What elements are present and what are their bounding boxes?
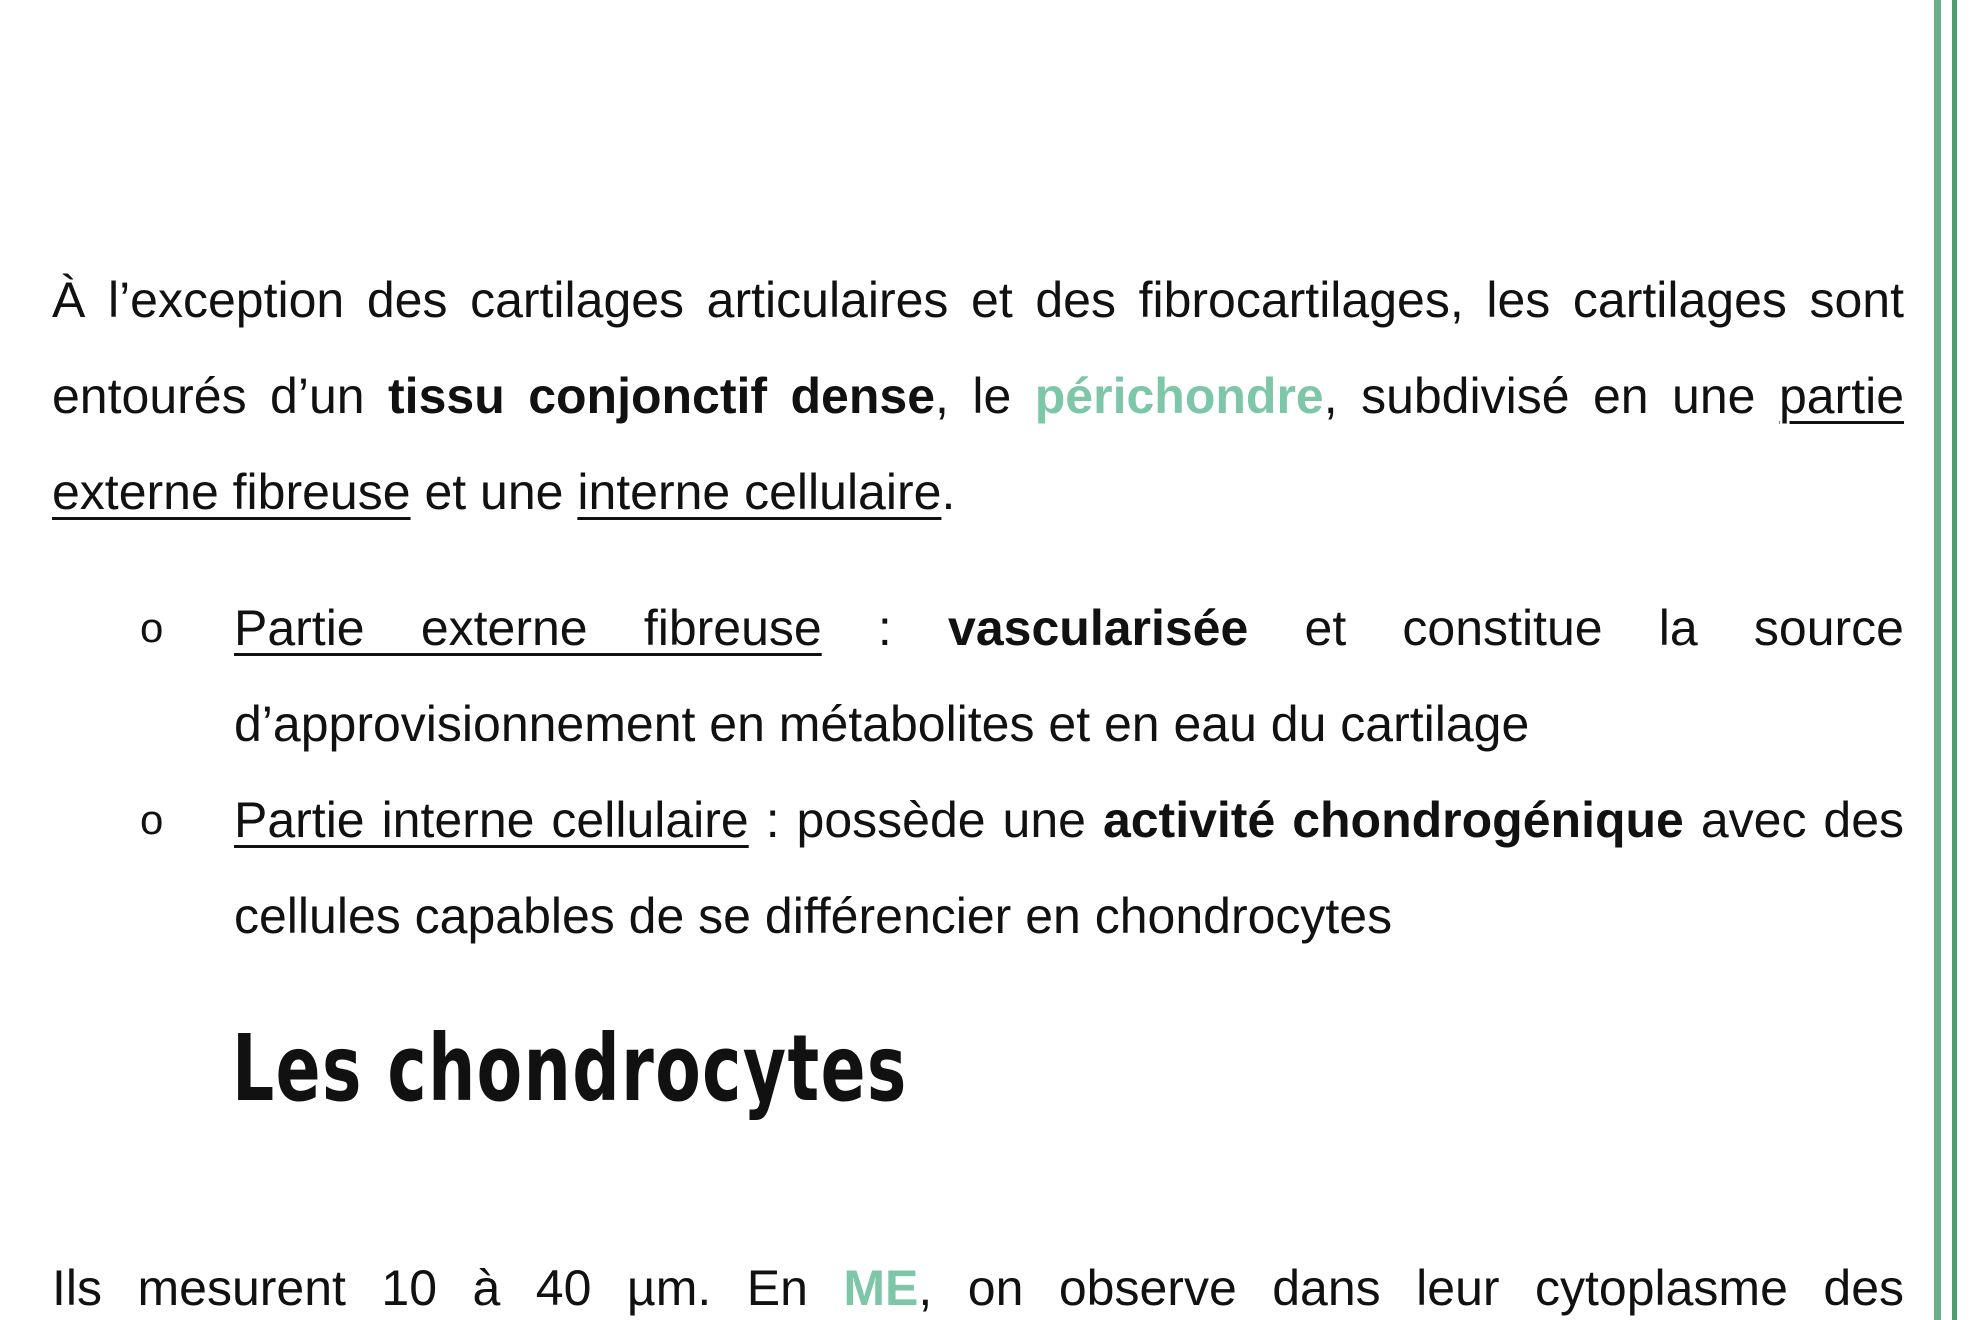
bold-term: vascularisée: [948, 600, 1249, 656]
page-border-line: [1934, 0, 1941, 1320]
text-run: .: [941, 464, 956, 520]
bold-term: activité chondrogénique: [1102, 792, 1684, 848]
highlight-perichondre: périchondre: [1034, 368, 1324, 424]
text-run: À l’exception des cartilages articulaires et des fibrocartilages, les cartilages sont entourés d’un: [52, 272, 1904, 424]
text-run: , le: [935, 368, 1035, 424]
text-run: : possède une: [748, 792, 1103, 848]
section-heading: Les chondrocytes: [232, 1015, 908, 1122]
underlined-interne-cellulaire: interne cellulaire: [577, 464, 942, 520]
paragraph-chondrocytes: [52, 1240, 1904, 1320]
text-run: , on observe dans leur cytoplasme des: [918, 1260, 1904, 1316]
list-item-title: Partie externe fibreuse: [234, 600, 822, 656]
list-item: [140, 772, 1904, 964]
highlight-me: ME: [843, 1260, 919, 1316]
list-item-title: Partie interne cellulaire: [234, 792, 749, 848]
text-run: , subdivisé en une: [1323, 368, 1779, 424]
list-item: [140, 580, 1904, 772]
underlined-partie-externe: partie externe fibreuse: [52, 368, 1905, 520]
bullet-circle-icon: o: [140, 796, 164, 843]
bold-term-tissu-conjonctif: tissu conjonctif dense: [388, 368, 936, 424]
bullet-circle-icon: o: [140, 604, 164, 651]
text-run: et une: [410, 464, 578, 520]
text-run: et constitue la source d’approvisionnement en métabolites et en eau du cartilage: [234, 600, 1904, 752]
text-run: :: [821, 600, 949, 656]
text-run: avec des cellules capables de se différencier en chondrocytes: [234, 792, 1905, 944]
text-run: Ils mesurent 10 à 40 µm. En: [52, 1260, 844, 1316]
paragraph-perichondre: [52, 252, 1904, 540]
perichondre-parts-list: [140, 580, 1904, 964]
paragraph-body: [52, 252, 1904, 540]
page-border-line: [1952, 0, 1957, 1320]
